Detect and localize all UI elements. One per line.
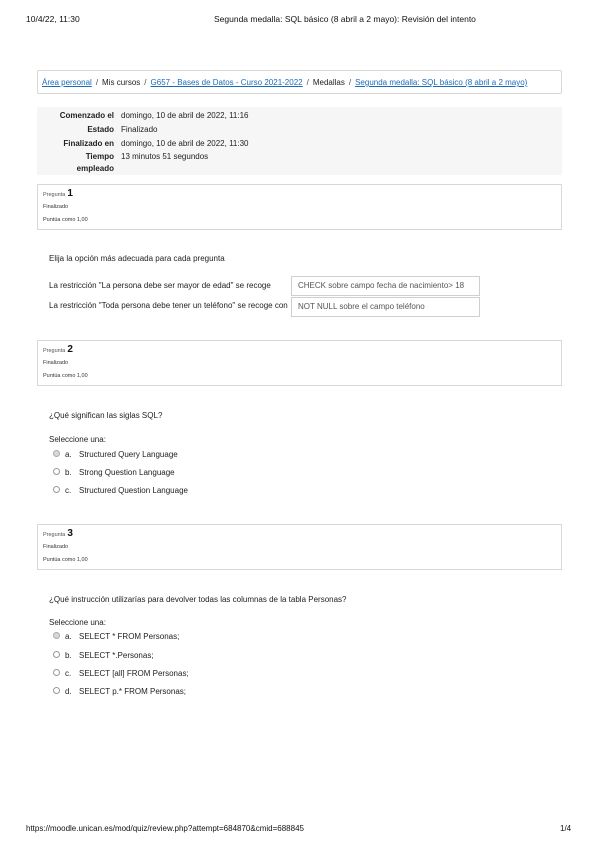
started-value: domingo, 10 de abril de 2022, 11:16 (121, 111, 249, 120)
print-page-title: Segunda medalla: SQL básico (8 abril a 2 mayo): Revisión del intento (214, 14, 476, 24)
question-info-2 (37, 340, 562, 386)
option-2a[interactable]: a. Structured Query Language (53, 450, 178, 459)
radio-icon[interactable] (53, 651, 60, 658)
print-footer-url: https://moodle.unican.es/mod/quiz/review.php?attempt=684870&cmid=688845 (26, 824, 304, 833)
breadcrumb-my-courses[interactable]: Mis cursos (102, 78, 141, 87)
question-mark-1: Puntúa como 1,00 (43, 217, 88, 223)
option-3d[interactable]: d. SELECT p.* FROM Personas; (53, 687, 186, 696)
time-value: 13 minutos 51 segundos (121, 152, 209, 161)
print-page-number: 1/4 (560, 824, 572, 833)
state-label: Estado (87, 125, 114, 134)
radio-icon[interactable] (53, 468, 60, 475)
breadcrumb: Área personal / Mis cursos / G657 - Bases de Datos - Curso 2021-2022 / Medallas / Segunda medalla: SQL básico (8 abril a 2 mayo) (37, 70, 562, 94)
match-answer-select-2[interactable]: NOT NULL sobre el campo teléfono (291, 297, 480, 317)
question-info-1 (37, 184, 562, 230)
question-number-1: Pregunta 1 (43, 188, 73, 199)
option-3c[interactable]: c. SELECT [all] FROM Personas; (53, 669, 189, 678)
select-one-label-2: Seleccione una: (49, 435, 106, 444)
option-2b[interactable]: b. Strong Question Language (53, 468, 175, 477)
question-number-3: Pregunta 3 (43, 528, 73, 539)
started-label: Comenzado el (59, 111, 114, 120)
question-mark-3: Puntúa como 1,00 (43, 557, 88, 563)
radio-selected-icon[interactable] (53, 450, 60, 457)
question-status-1: Finalizado (43, 204, 69, 210)
option-2c[interactable]: c. Structured Question Language (53, 486, 188, 495)
radio-icon[interactable] (53, 687, 60, 694)
question-prompt-3: ¿Qué instrucción utilizarías para devolver todas las columnas de la tabla Personas? (49, 595, 347, 604)
attempt-summary-table (37, 107, 562, 175)
time-label-line2: empleado (76, 164, 114, 173)
match-statement-1: La restricción "La persona debe ser mayor de edad" se recoge (49, 281, 271, 290)
print-datetime: 10/4/22, 11:30 (26, 14, 80, 24)
radio-selected-icon[interactable] (53, 632, 60, 639)
question-mark-2: Puntúa como 1,00 (43, 373, 88, 379)
time-label-line1: Tiempo (85, 152, 114, 161)
match-statement-2: La restricción "Toda persona debe tener un teléfono" se recoge con (49, 301, 288, 310)
breadcrumb-course-link[interactable]: G657 - Bases de Datos - Curso 2021-2022 (150, 78, 303, 87)
option-3b[interactable]: b. SELECT *.Personas; (53, 651, 154, 660)
finished-label: Finalizado en (63, 139, 114, 148)
select-one-label-3: Seleccione una: (49, 618, 106, 627)
breadcrumb-quiz-link[interactable]: Segunda medalla: SQL básico (8 abril a 2 mayo) (355, 78, 528, 87)
question-prompt-2: ¿Qué significan las siglas SQL? (49, 411, 163, 420)
question-status-3: Finalizado (43, 544, 69, 550)
question-status-2: Finalizado (43, 360, 69, 366)
finished-value: domingo, 10 de abril de 2022, 11:30 (121, 139, 249, 148)
question-info-3 (37, 524, 562, 570)
breadcrumb-medals: Medallas (312, 78, 345, 87)
breadcrumb-home-link[interactable]: Área personal (42, 78, 92, 87)
question-number-2: Pregunta 2 (43, 344, 73, 355)
match-answer-select-1[interactable]: CHECK sobre campo fecha de nacimiento> 18 (291, 276, 480, 296)
radio-icon[interactable] (53, 669, 60, 676)
state-value: Finalizado (121, 125, 158, 134)
radio-icon[interactable] (53, 486, 60, 493)
question-prompt-1: Elija la opción más adecuada para cada pregunta (49, 254, 225, 263)
option-3a[interactable]: a. SELECT * FROM Personas; (53, 632, 179, 641)
